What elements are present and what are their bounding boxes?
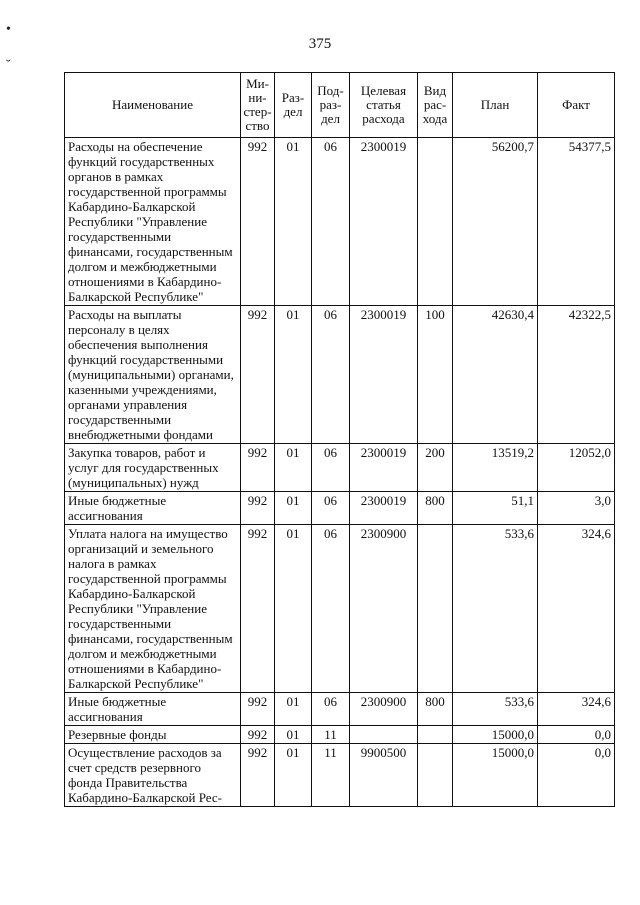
table-row bbox=[65, 492, 615, 525]
cell-plan: 15000,0 bbox=[453, 726, 538, 744]
cell-target bbox=[350, 726, 418, 744]
cell-ministry: 992 bbox=[241, 306, 275, 444]
header-name: Наименование bbox=[65, 73, 241, 138]
cell-type bbox=[418, 138, 453, 306]
cell-subsection: 06 bbox=[312, 525, 350, 693]
cell-plan: 13519,2 bbox=[453, 444, 538, 492]
cell-type: 100 bbox=[418, 306, 453, 444]
cell-fact: 324,6 bbox=[538, 525, 615, 693]
cell-target: 2300900 bbox=[350, 525, 418, 693]
cell-type: 800 bbox=[418, 492, 453, 525]
cell-ministry: 992 bbox=[241, 492, 275, 525]
cell-type bbox=[418, 744, 453, 807]
table-row bbox=[65, 744, 615, 807]
cell-name: Иные бюджетные ассигнования bbox=[65, 693, 241, 726]
cell-target: 2300019 bbox=[350, 492, 418, 525]
cell-target: 2300019 bbox=[350, 306, 418, 444]
cell-plan: 42630,4 bbox=[453, 306, 538, 444]
header-plan: План bbox=[453, 73, 538, 138]
scan-mark: ˘ bbox=[6, 58, 11, 73]
cell-fact: 42322,5 bbox=[538, 306, 615, 444]
scan-mark: • bbox=[6, 22, 11, 37]
budget-table bbox=[64, 72, 615, 807]
cell-plan: 533,6 bbox=[453, 693, 538, 726]
cell-section: 01 bbox=[275, 525, 312, 693]
cell-section: 01 bbox=[275, 492, 312, 525]
cell-ministry: 992 bbox=[241, 726, 275, 744]
cell-plan: 56200,7 bbox=[453, 138, 538, 306]
cell-subsection: 11 bbox=[312, 744, 350, 807]
page-number: 375 bbox=[308, 36, 332, 52]
cell-plan: 533,6 bbox=[453, 525, 538, 693]
cell-name: Уплата налога на имущество организаций и земельного налога в рамках государственной программы Кабардино-Балкарской Республики "Управление государственными финансами, государственным долгом и межбюджетными отношениями в Кабардино-Балкарской Республике" bbox=[65, 525, 241, 693]
cell-target: 2300900 bbox=[350, 693, 418, 726]
cell-target: 2300019 bbox=[350, 444, 418, 492]
table-row bbox=[65, 693, 615, 726]
header-target: Целевая статья расхода bbox=[350, 73, 418, 138]
cell-type bbox=[418, 525, 453, 693]
cell-target: 2300019 bbox=[350, 138, 418, 306]
table-row bbox=[65, 138, 615, 306]
cell-type bbox=[418, 726, 453, 744]
cell-fact: 12052,0 bbox=[538, 444, 615, 492]
cell-fact: 54377,5 bbox=[538, 138, 615, 306]
cell-target: 9900500 bbox=[350, 744, 418, 807]
table-row bbox=[65, 726, 615, 744]
cell-ministry: 992 bbox=[241, 525, 275, 693]
cell-section: 01 bbox=[275, 744, 312, 807]
header-fact: Факт bbox=[538, 73, 615, 138]
cell-fact: 324,6 bbox=[538, 693, 615, 726]
header-ministry: Ми- ни- стер- ство bbox=[241, 73, 275, 138]
cell-subsection: 06 bbox=[312, 492, 350, 525]
table-row bbox=[65, 525, 615, 693]
header-subsection: Под- раз- дел bbox=[312, 73, 350, 138]
cell-name: Расходы на выплаты персоналу в целях обеспечения выполнения функций государственными (муниципальными) органами, казенными учреждениями, органами управления государственными внебюджетными фондами bbox=[65, 306, 241, 444]
cell-name: Иные бюджетные ассигнования bbox=[65, 492, 241, 525]
table-row bbox=[65, 306, 615, 444]
cell-name: Осуществление расходов за счет средств резервного фонда Правительства Кабардино-Балкарской Рес- bbox=[65, 744, 241, 807]
cell-ministry: 992 bbox=[241, 138, 275, 306]
cell-fact: 0,0 bbox=[538, 744, 615, 807]
cell-ministry: 992 bbox=[241, 744, 275, 807]
header-section: Раз- дел bbox=[275, 73, 312, 138]
header-type: Вид рас- хода bbox=[418, 73, 453, 138]
table-row bbox=[65, 444, 615, 492]
cell-subsection: 06 bbox=[312, 138, 350, 306]
cell-section: 01 bbox=[275, 138, 312, 306]
cell-section: 01 bbox=[275, 726, 312, 744]
cell-subsection: 06 bbox=[312, 306, 350, 444]
cell-type: 200 bbox=[418, 444, 453, 492]
cell-name: Расходы на обеспечение функций государственных органов в рамках государственной программы Кабардино-Балкарской Республики "Управление государственными финансами, государственным долгом и межбюджетными отношениями в Кабардино-Балкарской Республике" bbox=[65, 138, 241, 306]
cell-subsection: 06 bbox=[312, 444, 350, 492]
cell-fact: 3,0 bbox=[538, 492, 615, 525]
cell-name: Резервные фонды bbox=[65, 726, 241, 744]
cell-section: 01 bbox=[275, 693, 312, 726]
cell-section: 01 bbox=[275, 444, 312, 492]
cell-section: 01 bbox=[275, 306, 312, 444]
cell-ministry: 992 bbox=[241, 444, 275, 492]
cell-subsection: 06 bbox=[312, 693, 350, 726]
cell-plan: 51,1 bbox=[453, 492, 538, 525]
cell-type: 800 bbox=[418, 693, 453, 726]
cell-subsection: 11 bbox=[312, 726, 350, 744]
cell-name: Закупка товаров, работ и услуг для государственных (муниципальных) нужд bbox=[65, 444, 241, 492]
cell-ministry: 992 bbox=[241, 693, 275, 726]
cell-plan: 15000,0 bbox=[453, 744, 538, 807]
cell-fact: 0,0 bbox=[538, 726, 615, 744]
